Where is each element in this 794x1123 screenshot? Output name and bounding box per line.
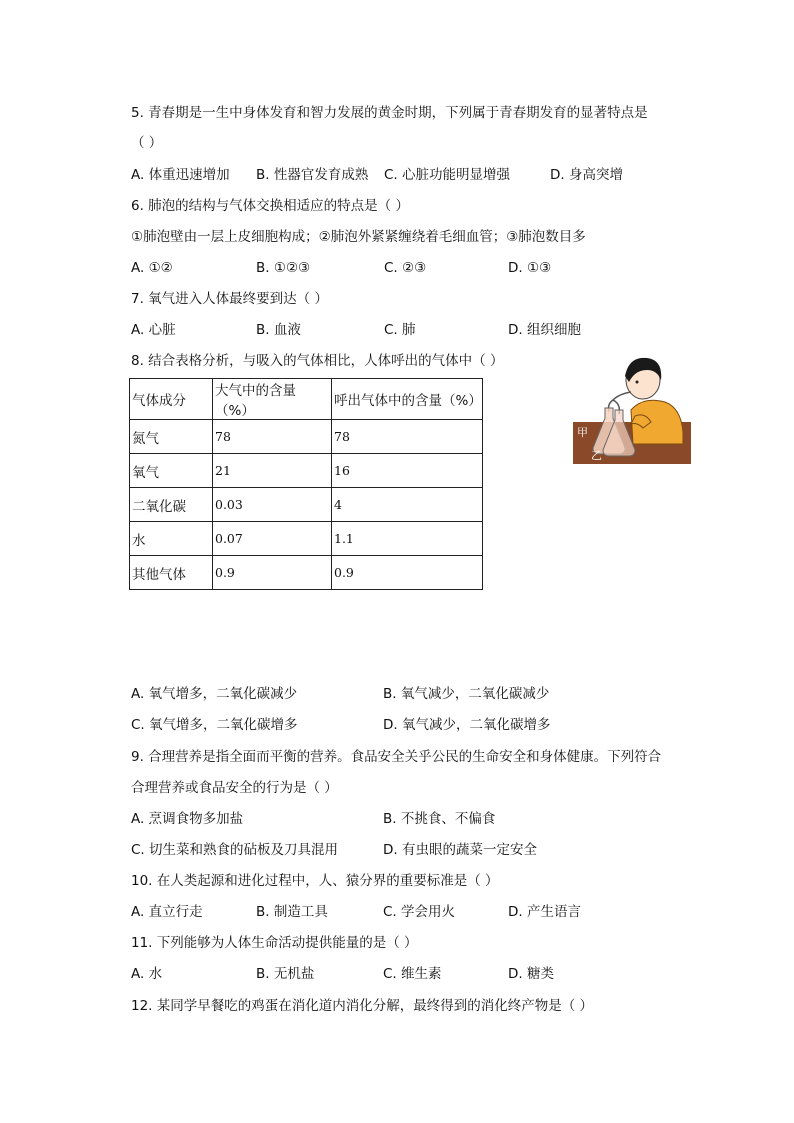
q5-option-b: B. 性器官发育成熟 — [256, 167, 369, 183]
table-cell: 4 — [332, 488, 483, 522]
q8-stem: 8. 结合表格分析，与吸入的气体相比，人体呼出的气体中（ ） — [131, 353, 504, 369]
q10-stem: 10. 在人类起源和进化过程中，人、猿分界的重要标准是（ ） — [131, 873, 499, 889]
table-cell: 0.07 — [213, 522, 332, 556]
table-row — [130, 420, 483, 454]
table-header-cell: 呼出气体中的含量（%） — [332, 379, 483, 420]
q6-option-d: D. ①③ — [508, 260, 552, 276]
q11-option-c: C. 维生素 — [383, 966, 442, 982]
q6-option-a: A. ①② — [131, 260, 173, 276]
q5-stem-line1: 5. 青春期是一生中身体发育和智力发展的黄金时期，下列属于青春期发育的显著特点是 — [131, 105, 648, 121]
q8-option-d: D. 氧气减少，二氧化碳增多 — [383, 717, 551, 733]
q9-stem-line1: 9. 合理营养是指全面而平衡的营养。食品安全关乎公民的生命安全和身体健康。下列符合 — [131, 749, 662, 765]
q7-option-b: B. 血液 — [256, 322, 301, 338]
q10-option-c: C. 学会用火 — [383, 904, 456, 920]
table-row — [130, 488, 483, 522]
q5-option-c: C. 心脏功能明显增强 — [384, 167, 511, 183]
label-jia: 甲 — [577, 426, 588, 439]
q11-stem: 11. 下列能够为人体生命活动提供能量的是（ ） — [131, 935, 418, 951]
table-cell: 水 — [130, 522, 213, 556]
q6-option-b: B. ①②③ — [256, 260, 311, 276]
boy-breathing-flasks-illustration — [573, 352, 691, 468]
gas-composition-table — [129, 378, 483, 590]
q9-stem-line2: 合理营养或食品安全的行为是（ ） — [131, 780, 338, 796]
q11-option-a: A. 水 — [131, 966, 163, 982]
q9-option-c: C. 切生菜和熟食的砧板及刀具混用 — [131, 842, 339, 858]
table-header-cell: 气体成分 — [130, 379, 213, 420]
table-cell: 其他气体 — [130, 556, 213, 590]
q8-option-a: A. 氧气增多，二氧化碳减少 — [131, 686, 298, 702]
q7-option-d: D. 组织细胞 — [508, 322, 581, 338]
table-cell: 0.9 — [213, 556, 332, 590]
q7-option-a: A. 心脏 — [131, 322, 176, 338]
table-row — [130, 522, 483, 556]
q8-option-b: B. 氧气减少，二氧化碳减少 — [383, 686, 550, 702]
q8-option-c: C. 氧气增多，二氧化碳增多 — [131, 717, 298, 733]
q5-stem-line2: （ ） — [131, 135, 163, 151]
table-row — [130, 454, 483, 488]
q10-option-b: B. 制造工具 — [256, 904, 328, 920]
q9-option-a: A. 烹调食物多加盐 — [131, 811, 244, 827]
q7-stem: 7. 氧气进入人体最终要到达（ ） — [131, 291, 328, 307]
q6-stem: 6. 肺泡的结构与气体交换相适应的特点是（ ） — [131, 198, 409, 214]
q9-option-b: B. 不挑食、不偏食 — [383, 811, 496, 827]
q5-option-a: A. 体重迅速增加 — [131, 167, 230, 183]
table-header-row — [130, 379, 483, 420]
table-cell: 氮气 — [130, 420, 213, 454]
q5-option-d: D. 身高突增 — [550, 167, 623, 183]
table-cell: 21 — [213, 454, 332, 488]
boy-eye-shape — [636, 381, 639, 384]
q6-statements: ①肺泡壁由一层上皮细胞构成；②肺泡外紧紧缠绕着毛细血管；③肺泡数目多 — [131, 229, 586, 245]
q9-option-d: D. 有虫眼的蔬菜一定安全 — [383, 842, 537, 858]
table-cell: 1.1 — [332, 522, 483, 556]
q11-option-b: B. 无机盐 — [256, 966, 315, 982]
q10-option-a: A. 直立行走 — [131, 904, 203, 920]
q7-option-c: C. 肺 — [384, 322, 416, 338]
table-cell: 78 — [213, 420, 332, 454]
table-cell: 0.03 — [213, 488, 332, 522]
table-row — [130, 556, 483, 590]
table-cell: 16 — [332, 454, 483, 488]
table-cell: 氧气 — [130, 454, 213, 488]
q6-option-c: C. ②③ — [384, 260, 427, 276]
table-header-cell: 大气中的含量（%） — [213, 379, 332, 420]
table-cell: 二氧化碳 — [130, 488, 213, 522]
q12-stem: 12. 某同学早餐吃的鸡蛋在消化道内消化分解，最终得到的消化终产物是（ ） — [131, 998, 594, 1014]
label-yi: 乙 — [591, 449, 602, 462]
q10-option-d: D. 产生语言 — [508, 904, 581, 920]
table-cell: 0.9 — [332, 556, 483, 590]
table-cell: 78 — [332, 420, 483, 454]
q11-option-d: D. 糖类 — [508, 966, 554, 982]
